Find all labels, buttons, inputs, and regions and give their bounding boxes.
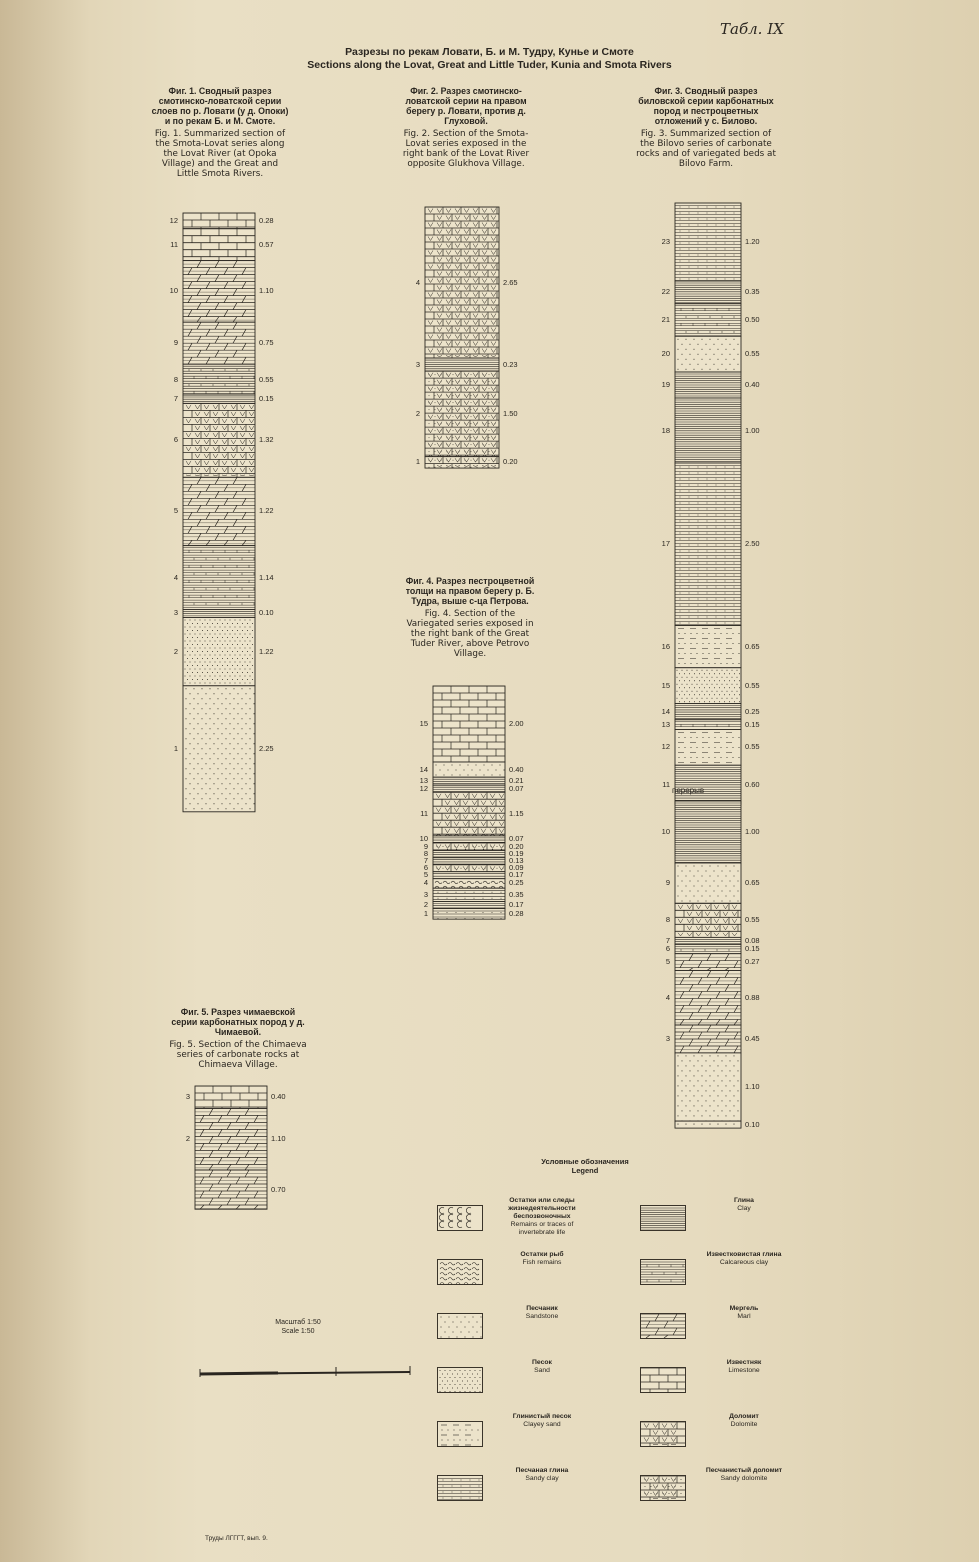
fig4-column-bed-number: 11 <box>420 809 428 819</box>
fig1-caption-en: Fig. 1. Summarized section of the Smota-Lovat series along the Lovat River (at Opoka Village) and the Great and Little Smota Rivers. <box>154 129 286 179</box>
legend-label-ru: Песчаная глина <box>515 1467 569 1474</box>
fig5-caption <box>168 1007 308 1070</box>
fig4-column-bed-thickness: 0.17 <box>509 870 524 880</box>
fig3-column-upper-bed-number: 20 <box>661 349 670 359</box>
fig3-gap-label: перерыв <box>672 786 705 795</box>
fig4-column-bed <box>433 785 505 792</box>
fig3-column-upper-bed-thickness: 1.00 <box>745 425 760 435</box>
fig3-column-lower-bed <box>675 954 741 972</box>
legend-swatch-invert <box>437 1205 483 1231</box>
legend-swatch-svg <box>641 1422 685 1446</box>
fig3-column-upper-bed <box>675 372 741 398</box>
plate-title-ru: Разрезы по рекам Ловати, Б. и М. Тудру, Кунье и Смоте <box>345 46 634 58</box>
fig3-column-upper-bed-number: 23 <box>661 237 670 246</box>
fig4-column-bed <box>433 879 506 889</box>
scale-label <box>258 1318 338 1336</box>
legend-label-fish <box>492 1251 592 1267</box>
legend-label-en: Marl <box>737 1313 751 1320</box>
fig4-column-bed-number: 3 <box>423 889 428 899</box>
footer-publication: Труды ЛГГГТ, вып. 9. <box>205 1535 268 1542</box>
fig3-caption-en: Fig. 3. Summarized section of the Bilovo series of carbonate rocks and of variegated beds at Bilovo Farm. <box>636 129 776 169</box>
fig1-column-bed <box>183 213 255 229</box>
fig3-column-lower-bed-number: 7 <box>665 935 670 945</box>
fig4-column-bed-thickness: 0.19 <box>509 849 524 859</box>
legend-label-sandy_clay <box>492 1467 592 1483</box>
fig1-column-bed <box>183 395 255 403</box>
fig4-column-bed-number: 4 <box>423 878 428 888</box>
legend-swatch-sandy_dolomite <box>640 1475 686 1501</box>
fig3-column-lower-bed-number: 3 <box>665 1033 670 1043</box>
fig3-column-upper-bed-number: 12 <box>661 742 670 752</box>
fig1-column-bed-thickness: 0.15 <box>259 394 274 404</box>
legend-label-ru: Глина <box>734 1197 754 1204</box>
fig2-column-bed <box>425 207 499 358</box>
fig1-column-bed-number: 5 <box>173 506 178 516</box>
fig4-column-bed-number: 14 <box>419 764 428 774</box>
fig1-column-bed <box>183 364 255 395</box>
fig3-column-lower-bed-thickness: 1.10 <box>745 1082 760 1091</box>
fig3-column-upper-bed-number: 19 <box>661 380 670 389</box>
fig1-column-bed-number: 12 <box>169 215 178 225</box>
legend-label-ru: Доломит <box>729 1413 759 1420</box>
fig5-column-bed <box>195 1086 267 1108</box>
fig4-column-bed-thickness: 2.00 <box>509 719 524 728</box>
fig1-column-bed <box>183 546 255 610</box>
fig5-column-bed-thickness: 1.10 <box>271 1134 286 1144</box>
fig1-column-bed-number: 3 <box>173 608 178 618</box>
fig1-column-bed-thickness: 0.28 <box>259 215 274 225</box>
legend-label-ru: Песок <box>532 1359 552 1366</box>
fig2-column-bed-number: 4 <box>415 277 420 287</box>
fig5-caption-ru: Фиг. 5. Разрез чимаевской серии карбонатных пород у д. Чимаевой. <box>171 1007 305 1037</box>
fig4-column-bed <box>433 762 505 777</box>
legend-label-en: Clayey sand <box>523 1421 561 1428</box>
fig3-column-lower-bed <box>675 1053 741 1122</box>
plate-title-en: Sections along the Lovat, Great and Little Tuder, Kunia and Smota Rivers <box>307 59 672 71</box>
fig3-column-upper-bed-number: 14 <box>661 706 670 716</box>
fig4-column-bed-number: 2 <box>423 900 428 909</box>
legend-label-ru: Известняк <box>726 1359 762 1366</box>
fig2-caption-en: Fig. 2. Section of the Smota-Lovat series exposed in the right bank of the Lovat River opposite Glukhova Village. <box>402 129 530 169</box>
fig1-column-bed-thickness: 1.22 <box>259 646 274 656</box>
fig3-column-upper-svg <box>674 202 742 805</box>
legend-label-en: Clay <box>737 1205 751 1212</box>
fig2-column-bed-thickness: 2.65 <box>503 277 518 287</box>
fig4-column-bed-thickness: 0.07 <box>509 834 524 844</box>
fig1-column-bed-thickness: 1.22 <box>259 506 274 516</box>
fig5-caption-en: Fig. 5. Section of the Chimaeva series of carbonate rocks at Chimaeva Village. <box>169 1040 307 1070</box>
legend-label-ru: Известковистая глина <box>706 1251 782 1258</box>
fig1-column-bed-number: 6 <box>173 435 178 445</box>
fig4-caption <box>400 576 540 659</box>
fig3-column-upper-bed-thickness: 0.50 <box>745 315 760 324</box>
fig3-column-upper-bed-thickness: 1.20 <box>745 237 760 246</box>
legend-label-en: Sandstone <box>525 1313 559 1320</box>
legend-swatch-svg <box>641 1206 685 1230</box>
fig1-column-bed-thickness: 0.55 <box>259 374 274 384</box>
fig3-column-upper-bed-thickness: 0.55 <box>745 680 760 690</box>
fig2-column-bed-number: 3 <box>415 359 420 369</box>
fig4-column-svg <box>432 685 506 920</box>
fig4-column-bed-thickness: 0.40 <box>509 764 524 774</box>
fig2-column-bed <box>425 358 499 371</box>
legend-swatch-svg <box>438 1314 482 1338</box>
fig4-column-bed-number: 12 <box>419 783 428 793</box>
fig5-column-bed-thickness: 0.40 <box>271 1092 286 1102</box>
fig3-column-upper-bed <box>675 336 741 372</box>
fig4-column-bed-number: 13 <box>419 776 428 786</box>
legend-label-ru: Остатки рыб <box>520 1251 564 1258</box>
fig4-column-bed-number: 9 <box>423 841 428 851</box>
fig2-column-bed-thickness: 0.20 <box>503 457 518 467</box>
fig3-column-upper-bed-thickness: 2.50 <box>745 539 760 549</box>
legend-swatch-calc_clay <box>640 1259 686 1285</box>
fig3-column-upper-bed-thickness: 0.25 <box>745 706 760 716</box>
fig3-column-upper-bed-thickness: 0.35 <box>745 287 760 297</box>
fig1-column-bed <box>183 617 255 685</box>
fig4-column-bed <box>433 909 505 920</box>
fig4-column-bed <box>433 865 505 872</box>
legend-swatch-sand <box>437 1367 483 1393</box>
fig1-column-bed-number: 7 <box>173 394 178 404</box>
fig4-column-bed-number: 5 <box>423 870 428 880</box>
fig4-column-bed <box>433 888 505 901</box>
fig5-column-bed-number: 3 <box>185 1092 190 1102</box>
fig4-column-bed <box>433 686 505 762</box>
fig3-column-upper-bed <box>675 626 741 668</box>
legend-label-clay <box>694 1197 794 1213</box>
fig1-column-bed-thickness: 1.10 <box>259 286 274 296</box>
legend-title-ru: Условные обозначения <box>541 1157 629 1166</box>
fig4-column-bed-number: 1 <box>423 908 428 918</box>
fig5-column-svg <box>194 1085 268 1210</box>
fig3-column-lower-bed-number: 9 <box>665 878 670 888</box>
fig2-column-svg <box>424 206 500 469</box>
fig3-column-lower-bed-number: 4 <box>665 992 670 1002</box>
fig3-column-lower-bed <box>675 944 741 953</box>
fig4-column-bed-number: 10 <box>419 834 428 844</box>
fig4-column-bed <box>433 858 505 865</box>
fig3-column-lower-bed <box>675 863 741 903</box>
fig3-column-lower-bed-thickness: 1.00 <box>745 827 760 836</box>
legend-title <box>520 1157 650 1175</box>
legend-label-ru: Песчаник <box>526 1305 558 1312</box>
fig3-column-upper-bed-thickness: 0.60 <box>745 779 760 789</box>
fig3-column-upper-bed <box>675 463 741 626</box>
legend-swatch-sandy_clay <box>437 1475 483 1501</box>
fig1-caption-ru: Фиг. 1. Сводный разрез смотинско-ловатской серии слоев по р. Ловати (у д. Опоки) и по рекам Б. и М. Смоте. <box>151 86 289 126</box>
fig3-column-lower-bed-thickness: 0.10 <box>745 1119 760 1129</box>
fig1-column-bed-number: 11 <box>170 239 178 249</box>
fig4-column-bed-thickness: 0.20 <box>509 841 524 851</box>
fig3-column-upper-bed <box>675 704 741 720</box>
fig4-column-bed <box>433 850 505 857</box>
legend-label-en: Fish remains <box>522 1259 562 1266</box>
legend-swatch-svg <box>641 1260 685 1284</box>
fig3-column-upper-bed-number: 18 <box>661 425 670 435</box>
fig3-column-lower-bed-number: 6 <box>665 944 670 954</box>
fig1-column-bed-number: 8 <box>173 374 178 384</box>
fig3-column-upper <box>640 202 780 805</box>
fig1-caption <box>150 86 290 179</box>
fig3-column-upper-bed-thickness: 0.15 <box>745 719 760 729</box>
fig3-column-upper-bed <box>675 281 741 304</box>
fig4-column-bed-thickness: 0.21 <box>509 776 524 786</box>
fig3-column-upper-bed-number: 22 <box>661 287 670 297</box>
fig1-column-bed-number: 10 <box>169 286 178 296</box>
fig5-column-bed <box>195 1170 267 1209</box>
fig3-column-lower-bed-thickness: 0.45 <box>745 1033 760 1043</box>
fig1-column-bed <box>183 229 255 261</box>
fig3-column-lower-bed <box>675 1025 741 1053</box>
fig3-column-upper-bed-number: 11 <box>662 779 670 789</box>
fig3-column-upper-bed-thickness: 0.65 <box>745 641 760 651</box>
legend-swatch-svg <box>438 1206 482 1230</box>
legend-label-en: Calcareous clay <box>719 1259 769 1266</box>
fig3-column-lower-bed <box>675 937 741 944</box>
legend-swatch-fish <box>437 1259 483 1285</box>
fig1-column-bed <box>183 403 255 477</box>
fig3-column-lower-bed-thickness: 0.08 <box>745 935 760 945</box>
fig4-column <box>398 685 544 920</box>
legend-swatch-marl <box>640 1313 686 1339</box>
legend-swatch-svg <box>641 1314 685 1338</box>
scale-label-ru: Масштаб 1:50 <box>275 1319 321 1326</box>
fig3-column-upper-bed <box>675 720 741 730</box>
fig4-caption-en: Fig. 4. Section of the Variegated series exposed in the right bank of the Great Tuder River, above Petrovo Village. <box>406 609 534 659</box>
fig3-column-lower-svg <box>674 800 742 1129</box>
fig3-column-lower-bed-number: 5 <box>665 957 670 967</box>
legend-label-dolomite <box>694 1413 794 1429</box>
fig3-column-upper-bed-thickness: 0.55 <box>745 742 760 752</box>
legend-swatch-svg <box>438 1476 482 1500</box>
fig4-column-bed <box>433 777 505 785</box>
fig1-column-bed-number: 9 <box>173 338 178 348</box>
legend-label-ru: Мергель <box>729 1305 759 1312</box>
fig3-column-lower-bed-number: 8 <box>665 915 670 925</box>
fig5-column <box>160 1085 306 1210</box>
fig4-column-bed <box>433 902 505 909</box>
fig1-column-bed-thickness: 1.14 <box>259 572 274 582</box>
legend-label-en: Dolomite <box>730 1421 758 1428</box>
fig2-column-bed <box>425 457 499 468</box>
fig4-column-bed-number: 7 <box>423 856 428 866</box>
fig4-column-bed-thickness: 1.15 <box>509 809 524 819</box>
fig1-column-bed-thickness: 0.57 <box>259 239 274 249</box>
fig3-column-upper-bed <box>675 730 741 766</box>
fig3-column-lower-bed-thickness: 0.15 <box>745 944 760 954</box>
plate-label: Табл. IX <box>720 20 784 38</box>
fig3-column-upper-bed <box>675 765 741 804</box>
fig3-column-lower-bed <box>675 1121 741 1128</box>
fig1-column <box>148 212 294 813</box>
legend-label-marl <box>694 1305 794 1321</box>
legend-label-limestone <box>694 1359 794 1375</box>
fig3-column-upper-bed-number: 16 <box>661 641 670 651</box>
legend-swatch-clayey_sand <box>437 1421 483 1447</box>
fig3-caption-ru: Фиг. 3. Сводный разрез биловской серии карбонатных пород и пестроцветных отложений у с. Билово. <box>638 86 774 126</box>
fig5-column-bed-number: 2 <box>185 1134 190 1144</box>
fig1-column-svg <box>182 212 256 813</box>
scale-label-en: Scale 1:50 <box>281 1328 315 1335</box>
fig1-column-bed-thickness: 0.75 <box>259 338 274 348</box>
fig3-column-upper-bed-number: 13 <box>661 719 670 729</box>
legend-swatch-svg <box>438 1260 482 1284</box>
fig4-column-bed-number: 8 <box>423 849 428 859</box>
legend-label-ru: Глинистый песок <box>512 1413 572 1420</box>
legend-label-sandy_dolomite <box>694 1467 794 1483</box>
fig2-column-bed-number: 2 <box>415 408 420 418</box>
fig3-column-lower-bed-thickness: 0.88 <box>745 992 760 1002</box>
fig2-column-bed-number: 1 <box>415 457 420 467</box>
fig3-column-upper-bed <box>675 304 741 337</box>
fig3-column-upper-bed-thickness: 0.55 <box>745 349 760 359</box>
fig2-caption <box>396 86 536 169</box>
legend-label-en: Sand <box>534 1367 550 1374</box>
legend-title-en: Legend <box>571 1166 599 1175</box>
legend-label-sandstone <box>492 1305 592 1321</box>
fig3-column-lower-bed-thickness: 0.65 <box>745 878 760 888</box>
fig1-column-bed <box>183 261 255 323</box>
fig1-column-bed-thickness: 2.25 <box>259 743 274 753</box>
fig4-column-bed-thickness: 0.13 <box>509 856 524 866</box>
scale-bar <box>198 1362 420 1380</box>
legend-label-invert <box>492 1197 592 1237</box>
legend-swatch-dolomite <box>640 1421 686 1447</box>
fig1-column-bed-number: 1 <box>173 743 178 753</box>
fig3-column-upper-bed-number: 15 <box>661 680 670 690</box>
fig5-column-bed <box>195 1108 267 1170</box>
fig2-column-bed-thickness: 1.50 <box>503 408 518 418</box>
fig3-column-lower-bed <box>675 903 741 937</box>
legend-label-en: Sandy dolomite <box>720 1475 768 1482</box>
fig2-column-bed-thickness: 0.23 <box>503 359 518 369</box>
fig3-column-upper-bed-thickness: 0.40 <box>745 380 760 389</box>
fig4-column-bed-thickness: 0.17 <box>509 900 524 909</box>
fig3-column-upper-bed-number: 21 <box>661 315 670 324</box>
fig1-column-bed-number: 2 <box>173 646 178 656</box>
fig1-column-bed <box>183 609 255 617</box>
legend-swatch-sandstone <box>437 1313 483 1339</box>
fig5-column-bed-thickness: 0.70 <box>271 1184 286 1194</box>
legend-label-ru: Песчанистый доломит <box>705 1467 783 1474</box>
legend-swatch-svg <box>438 1422 482 1446</box>
fig3-column-upper-bed <box>675 668 741 704</box>
fig3-column-lower-bed <box>675 801 741 863</box>
fig1-column-bed <box>183 322 255 364</box>
fig4-column-bed-thickness: 0.09 <box>509 863 524 873</box>
fig1-column-bed-number: 4 <box>173 572 178 582</box>
fig1-column-bed-thickness: 0.10 <box>259 608 274 618</box>
fig4-column-bed <box>433 872 505 879</box>
legend-label-calc_clay <box>694 1251 794 1267</box>
fig4-column-bed-thickness: 0.35 <box>509 889 524 899</box>
fig3-column-upper-bed-number: 17 <box>661 539 670 549</box>
fig1-column-bed <box>183 686 255 812</box>
fig4-column-bed-number: 6 <box>423 863 428 873</box>
legend-label-en: Remains or traces of invertebrate life <box>510 1221 574 1236</box>
fig2-caption-ru: Фиг. 2. Разрез смотинско-ловатской серии на правом берегу р. Ловати, против д. Глуховой. <box>405 86 527 126</box>
fig2-column-bed <box>425 371 499 459</box>
fig3-column-lower-bed-thickness: 0.55 <box>745 915 760 925</box>
legend-label-sand <box>492 1359 592 1375</box>
legend-swatch-limestone <box>640 1367 686 1393</box>
fig3-column-lower-bed-thickness: 0.27 <box>745 957 760 967</box>
fig3-column-lower-bed-number: 10 <box>661 827 670 836</box>
legend-swatch-svg <box>641 1368 685 1392</box>
fig3-column-lower-bed <box>675 970 741 1025</box>
fig1-column-bed-thickness: 1.32 <box>259 435 274 445</box>
fig4-column-bed <box>433 836 505 843</box>
fig1-column-bed <box>183 477 255 545</box>
legend-label-en: Sandy clay <box>525 1475 559 1482</box>
legend-swatch-svg <box>641 1476 685 1500</box>
legend-label-clayey_sand <box>492 1413 592 1429</box>
fig4-column-bed-thickness: 0.28 <box>509 908 524 918</box>
fig3-column-lower <box>640 800 780 1129</box>
fig2-column <box>390 206 538 469</box>
fig3-caption <box>636 86 776 169</box>
legend-label-en: Limestone <box>728 1367 760 1374</box>
fig4-column-bed <box>433 792 505 836</box>
fig4-column-bed-number: 15 <box>419 719 428 728</box>
fig4-column-bed-thickness: 0.25 <box>509 878 524 888</box>
fig4-column-bed-thickness: 0.07 <box>509 783 524 793</box>
fig3-column-upper-bed <box>675 398 741 463</box>
fig3-column-upper-bed <box>675 203 741 281</box>
fig4-caption-ru: Фиг. 4. Разрез пестроцветной толщи на правом берегу р. Б. Тудра, выше с-ца Петрова. <box>405 576 535 606</box>
legend-swatch-svg <box>438 1368 482 1392</box>
legend-swatch-clay <box>640 1205 686 1231</box>
legend-label-ru: Остатки или следы жизнедеятельности беспозвоночных <box>508 1197 576 1220</box>
